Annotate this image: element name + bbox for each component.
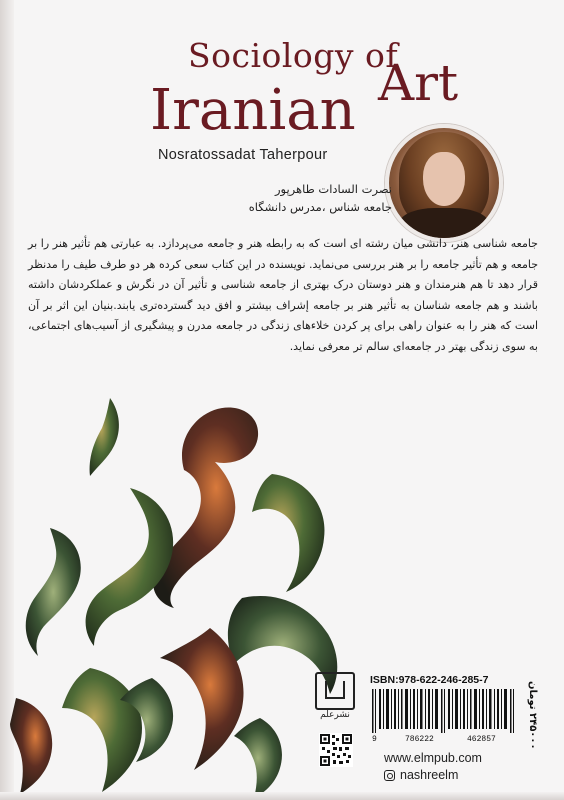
barcode-digits-left: 786222 <box>405 735 434 744</box>
author-name-english: Nosratossadat Taherpour <box>158 147 328 163</box>
barcode-digits-right: 462857 <box>467 735 496 744</box>
title-line-3: Art <box>378 54 459 112</box>
social-handle-row[interactable] <box>384 768 458 782</box>
isbn-number: ISBN:978-622-246-285-7 <box>370 674 489 686</box>
barcode-digit-prefix: 9 <box>372 735 377 744</box>
instagram-handle: nashreelm <box>400 768 459 782</box>
instagram-icon <box>384 770 395 781</box>
publisher-website[interactable]: www.elmpub.com <box>384 751 482 765</box>
author-info-persian <box>249 180 392 216</box>
author-role-persian: جامعه شناس ،مدرس دانشگاه <box>248 200 392 214</box>
title-line-1: Sociology of <box>188 36 399 75</box>
bottom-edge <box>0 792 564 800</box>
author-name-persian: نصرت السادات طاهرپور <box>274 182 392 196</box>
publisher-name: نشرعلم <box>320 710 350 720</box>
publisher-logo-icon <box>315 672 355 730</box>
title-line-2: Iranian <box>150 78 356 143</box>
author-portrait <box>385 124 503 242</box>
book-description: جامعه شناسی هنر، دانشی میان رشته ای است که به رابطه هنر و جامعه می‌پردازد. به عبارتی هم تأثیر هنر را بر جامعه و هم تأثیر جامعه را بر هنر بررسی می‌نماید. نویسنده در این کتاب سعی کرده هر دو طرف طیف را مدنظر قرار دهد تا هم هنرمندان و هنر دوستان درک بهتری از جامعه شناسی و تأثیر آن در نگرش و عملکردشان داشته باشند و هم جامعه شناسان به تأثیر هنر بر جامعه إشراف بیشتر و افق دید گسترده‌تری یابند.بنیان این اثر بر آن است که هنر را به عنوان راهی برای پر کردن خلاءهای زندگی در جامعه مدرن و پیشگیری از آسیب‌های اجتماعی، به سوی زندگی بهتر در جامعه‌ای سالم‌ تر معرفی نماید. <box>28 237 538 353</box>
barcode-icon <box>370 689 520 733</box>
qr-code-icon <box>319 733 353 767</box>
price-label: ۲۴۵۰۰۰ تومان <box>527 681 538 750</box>
